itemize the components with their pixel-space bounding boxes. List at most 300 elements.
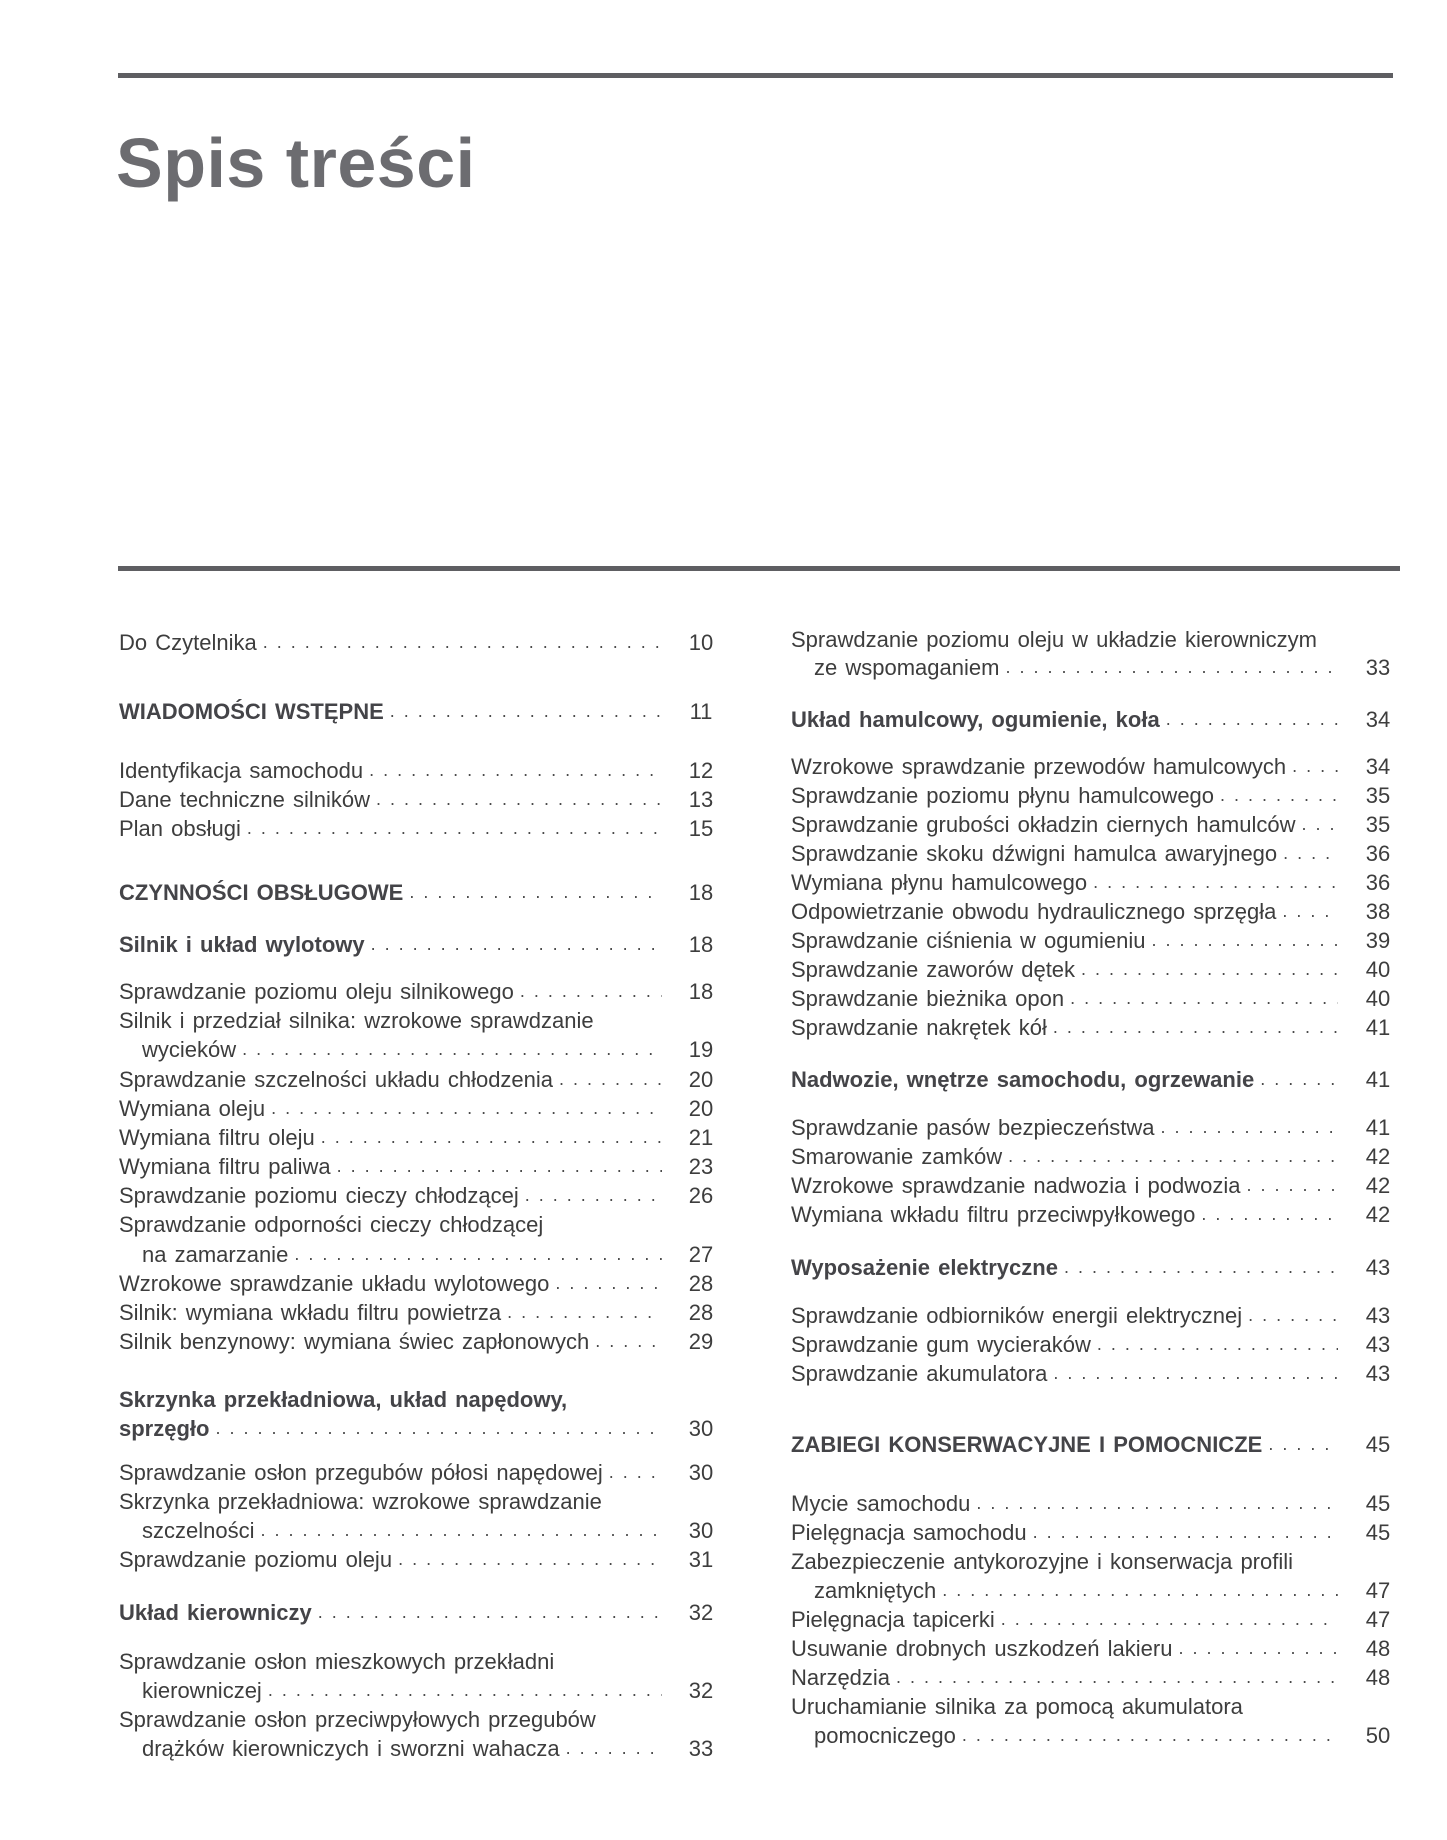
toc-entry-label: Sprawdzanie poziomu płynu hamulcowego [791,781,1220,810]
toc-entry-label: Sprawdzanie poziomu cieczy chłodzącej [119,1181,525,1210]
toc-entry [791,1489,1398,1518]
toc-entry-line [791,1200,1338,1229]
toc-entry-label: na zamarzanie [142,1240,294,1269]
dot-leader [1008,1142,1338,1171]
toc-entry [791,781,1398,810]
dot-leader [1283,839,1338,868]
toc-section-heading [791,1253,1398,1282]
dot-leader [1323,625,1338,654]
toc-entry-line [791,1634,1338,1663]
toc-entry-line [791,1065,1338,1094]
toc-entry [791,1171,1398,1200]
toc-section-heading [119,930,721,959]
dot-leader [1166,705,1338,734]
toc-entry-label: wycieków [142,1035,242,1064]
dot-leader [507,1298,662,1327]
toc-page-number: 47 [1365,1607,1391,1632]
toc-entry-line [119,1705,662,1734]
toc-page-number: 13 [688,787,714,812]
dot-leader [595,1327,662,1356]
toc-entry [791,1547,1398,1576]
toc-entry [791,1113,1398,1142]
toc-section-heading [119,878,721,907]
toc-entry-line [791,1113,1338,1142]
toc-entry [119,1035,721,1064]
toc-entry-label: Wzrokowe sprawdzanie przewodów hamulcowych [791,752,1292,781]
toc-entry-label: Identyfikacja samochodu [119,756,369,785]
toc-entry-label: Sprawdzanie osłon mieszkowych przekładni [119,1647,560,1676]
toc-entry-line [791,984,1338,1013]
toc-entry-label: Sprawdzanie gum wycieraków [791,1330,1097,1359]
toc-entry-line [119,697,662,726]
toc-entry [791,1200,1398,1229]
toc-entry-line [791,810,1338,839]
dot-leader [260,1516,662,1545]
toc-entry-label: drążków kierowniczych i sworzni wahacza [142,1734,566,1763]
toc-entry [791,868,1398,897]
toc-entry [119,1006,721,1035]
toc-page-number: 47 [1365,1578,1391,1603]
toc-page-number: 35 [1365,812,1391,837]
dot-leader [520,977,662,1006]
toc-entry-line [119,814,662,843]
toc-entry-line [119,977,662,1006]
toc-entry-label: Sprawdzanie akumulatora [791,1359,1053,1388]
toc-page-number: 20 [688,1067,714,1092]
dot-leader [1033,1518,1338,1547]
dot-leader [609,1458,662,1487]
toc-entry-line [791,1013,1338,1042]
toc-section-heading [791,1065,1398,1094]
toc-page-number: 48 [1365,1665,1391,1690]
toc-entry-line [791,1359,1338,1388]
toc-entry [791,926,1398,955]
toc-entry [119,1269,721,1298]
toc-entry [791,839,1398,868]
toc-entry-label: sprzęgło [119,1414,215,1443]
toc-page-number: 40 [1365,957,1391,982]
toc-entry-label: Plan obsługi [119,814,247,843]
dot-leader [398,1545,662,1574]
toc-entry-line [791,1692,1338,1721]
toc-entry-label: Smarowanie zamków [791,1142,1008,1171]
dot-leader [371,930,662,959]
toc-page-number: 28 [688,1271,714,1296]
dot-leader [271,1094,662,1123]
dot-leader [337,1152,662,1181]
toc-entry-label: Sprawdzanie ciśnienia w ogumieniu [791,926,1152,955]
toc-entry-label: Sprawdzanie bieżnika opon [791,984,1070,1013]
toc-entry [119,1210,721,1239]
toc-page-number: 32 [688,1678,714,1703]
dot-leader [376,785,662,814]
toc-page-number: 48 [1365,1636,1391,1661]
toc-entry-line [791,781,1338,810]
toc-entry-label: Wzrokowe sprawdzanie układu wylotowego [119,1269,555,1298]
toc-entry-line [119,1545,662,1574]
toc-entry [791,810,1398,839]
dot-leader [1152,926,1338,955]
toc-entry [791,1721,1398,1750]
toc-entry-line [142,1734,662,1763]
toc-entry-line [791,1330,1338,1359]
toc-entry-label: Sprawdzanie odporności cieczy chłodzącej [119,1210,549,1239]
dot-leader [390,697,662,726]
dot-leader [976,1489,1338,1518]
toc-page-number: 43 [1365,1255,1391,1280]
toc-entry [791,653,1398,682]
toc-page-number: 36 [1365,841,1391,866]
toc-entry-line [119,1385,662,1414]
dot-leader [1005,653,1338,682]
toc-page-number: 38 [1365,899,1391,924]
toc-page-number: 30 [688,1416,714,1441]
toc-entry-line [791,1142,1338,1171]
toc-page-number: 39 [1365,928,1391,953]
toc-entry-line [814,1576,1338,1605]
toc-entry-label: Silnik i układ wylotowy [119,930,371,959]
toc-entry-line [119,1123,662,1152]
toc-entry [791,1330,1398,1359]
toc-entry-label: ZABIEGI KONSERWACYJNE I POMOCNICZE [791,1430,1268,1459]
toc-entry [791,1605,1398,1634]
toc-entry-line [791,926,1338,955]
toc-entry [119,1516,721,1545]
dot-leader [1070,984,1338,1013]
toc-page-number: 29 [688,1329,714,1354]
toc-entry-line [791,955,1338,984]
toc-section-heading [119,1414,721,1443]
toc-page-number: 26 [688,1183,714,1208]
dot-leader [1220,781,1338,810]
toc-entry [791,625,1398,654]
toc-entry-label: Pielęgnacja tapicerki [791,1605,1001,1634]
toc-page-number: 34 [1365,754,1391,779]
toc-page-number: 28 [688,1300,714,1325]
toc-page-number: 18 [688,979,714,1004]
toc-page-number: 31 [688,1547,714,1572]
toc-entry-line [791,752,1338,781]
toc-entry [119,1676,721,1705]
toc-entry-label: Sprawdzanie osłon przeciwpyłowych przegubów [119,1705,602,1734]
dot-leader [566,1734,662,1763]
toc-entry [119,1487,721,1516]
toc-page-number: 27 [688,1242,714,1267]
toc-entry-label: Wzrokowe sprawdzanie nadwozia i podwozia [791,1171,1246,1200]
toc-left-column [119,0,724,1840]
toc-page-number: 45 [1365,1432,1391,1457]
toc-entry [119,1327,721,1356]
dot-leader [608,1487,662,1516]
dot-leader [1282,897,1338,926]
toc-entry [791,1634,1398,1663]
toc-entry-label: Pielęgnacja samochodu [791,1518,1033,1547]
toc-entry [119,785,721,814]
toc-entry-label: Układ kierowniczy [119,1598,318,1627]
dot-leader [409,878,662,907]
dot-leader [294,1240,662,1269]
toc-entry-label: Wymiana wkładu filtru przeciwpyłkowego [791,1200,1201,1229]
toc-entry-line [119,1210,662,1239]
toc-entry-line [791,1663,1338,1692]
toc-page-number: 33 [688,1736,714,1761]
toc-entry-line [791,1253,1338,1282]
toc-entry-label: Sprawdzanie osłon przegubów półosi napędowej [119,1458,609,1487]
toc-entry [119,1123,721,1152]
toc-entry-label: Sprawdzanie nakrętek kół [791,1013,1053,1042]
dot-leader [1097,1330,1338,1359]
toc-entry-line [142,1035,662,1064]
toc-page-number: 50 [1365,1723,1391,1748]
toc-entry [119,1152,721,1181]
dot-leader [1081,955,1338,984]
toc-entry-label: Sprawdzanie grubości okładzin ciernych hamulców [791,810,1301,839]
toc-page-number: 41 [1365,1015,1391,1040]
toc-entry-line [119,1006,662,1035]
toc-entry-label: Skrzynka przekładniowa, układ napędowy, [119,1385,573,1414]
toc-page-number: 18 [688,880,714,905]
dot-leader [559,1065,662,1094]
dot-leader [242,1035,662,1064]
toc-page-number: 33 [1365,655,1391,680]
toc-entry-label: Uruchamianie silnika za pomocą akumulatora [791,1692,1249,1721]
dot-leader [268,1676,662,1705]
toc-section-heading [119,697,721,726]
dot-leader [896,1663,1338,1692]
toc-entry-label: Wyposażenie elektryczne [791,1253,1064,1282]
toc-entry-line [119,878,662,907]
toc-page-number: 40 [1365,986,1391,1011]
toc-entry-label: Sprawdzanie zaworów dętek [791,955,1081,984]
toc-entry [119,1458,721,1487]
toc-section-heading [791,705,1398,734]
toc-entry [119,1647,721,1676]
toc-page-number: 45 [1365,1491,1391,1516]
dot-leader [1053,1359,1338,1388]
toc-page-number: 43 [1365,1303,1391,1328]
toc-section-heading [791,1430,1398,1459]
dot-leader [1299,1547,1338,1576]
toc-entry [119,628,721,657]
dot-leader [215,1414,662,1443]
dot-leader [1268,1430,1338,1459]
toc-entry-label: pomocniczego [814,1721,962,1750]
page-title: Spis treści [116,124,476,202]
toc-entry-line [119,1298,662,1327]
toc-entry-label: Wymiana płynu hamulcowego [791,868,1093,897]
toc-entry-line [142,1676,662,1705]
toc-entry-line [119,628,662,657]
dot-leader [318,1598,662,1627]
toc-entry-label: kierowniczej [142,1676,268,1705]
toc-entry-label: Mycie samochodu [791,1489,976,1518]
dot-leader [555,1269,662,1298]
toc-page-number: 10 [688,630,714,655]
toc-entry-line [119,1647,662,1676]
toc-entry-label: Sprawdzanie poziomu oleju silnikowego [119,977,520,1006]
toc-page-number: 19 [688,1037,714,1062]
toc-entry [791,1301,1398,1330]
dot-leader [962,1721,1338,1750]
toc-entry-label: Odpowietrzanie obwodu hydraulicznego sprzęgła [791,897,1282,926]
dot-leader [1161,1113,1338,1142]
toc-entry-line [119,1269,662,1298]
toc-page-number: 36 [1365,870,1391,895]
toc-entry [119,1240,721,1269]
dot-leader [1178,1634,1338,1663]
dot-leader [1093,868,1338,897]
toc-entry-line [791,625,1338,654]
toc-entry-label: szczelności [142,1516,260,1545]
toc-entry-label: Skrzynka przekładniowa: wzrokowe sprawdzanie [119,1487,608,1516]
toc-entry-label: Sprawdzanie pasów bezpieczeństwa [791,1113,1161,1142]
toc-entry-line [119,756,662,785]
toc-entry-line [791,1518,1338,1547]
toc-entry [791,752,1398,781]
toc-entry-line [791,1301,1338,1330]
toc-entry [791,1518,1398,1547]
toc-entry [119,1705,721,1734]
toc-entry-line [791,1489,1338,1518]
toc-page-number: 34 [1365,707,1391,732]
dot-leader [1292,752,1338,781]
dot-leader [1201,1200,1338,1229]
toc-entry [119,814,721,843]
toc-section-heading [119,1598,721,1627]
toc-page-number: 42 [1365,1173,1391,1198]
toc-page-number: 42 [1365,1202,1391,1227]
toc-entry-label: Narzędzia [791,1663,896,1692]
toc-entry [119,977,721,1006]
toc-entry-label: WIADOMOŚCI WSTĘPNE [119,697,390,726]
toc-entry-line [119,1458,662,1487]
toc-page-number: 30 [688,1518,714,1543]
toc-entry-label: Sprawdzanie poziomu oleju [119,1545,398,1574]
toc-entry-label: Sprawdzanie odbiorników energii elektrycznej [791,1301,1248,1330]
toc-entry-line [791,839,1338,868]
toc-entry-line [119,1152,662,1181]
toc-entry [791,1692,1398,1721]
dot-leader [573,1385,662,1414]
toc-entry [119,1298,721,1327]
dot-leader [263,628,662,657]
toc-entry-label: ze wspomaganiem [814,653,1005,682]
toc-entry-label: Usuwanie drobnych uszkodzeń lakieru [791,1634,1178,1663]
toc-page-number: 12 [688,758,714,783]
dot-leader [525,1181,662,1210]
dot-leader [1301,810,1338,839]
toc-page-number: 20 [688,1096,714,1121]
toc-page-number: 18 [688,932,714,957]
toc-entry [791,955,1398,984]
toc-entry-label: Zabezpieczenie antykorozyjne i konserwacja profili [791,1547,1299,1576]
toc-right-column [791,0,1401,1840]
toc-page-number: 42 [1365,1144,1391,1169]
toc-page-number: 11 [689,699,713,724]
toc-entry-label: Wymiana oleju [119,1094,271,1123]
toc-entry [119,1094,721,1123]
toc-entry [791,1576,1398,1605]
toc-entry [791,1663,1398,1692]
toc-page-number: 45 [1365,1520,1391,1545]
toc-entry-label: Sprawdzanie skoku dźwigni hamulca awaryjnego [791,839,1283,868]
toc-entry-label: Silnik benzynowy: wymiana świec zapłonowych [119,1327,595,1356]
toc-entry-line [791,1547,1338,1576]
toc-entry-line [119,1065,662,1094]
dot-leader [1064,1253,1338,1282]
toc-entry-line [791,1171,1338,1200]
toc-entry-label: Sprawdzanie szczelności układu chłodzenia [119,1065,559,1094]
dot-leader [560,1647,662,1676]
toc-entry-label: Silnik: wymiana wkładu filtru powietrza [119,1298,507,1327]
dot-leader [942,1576,1338,1605]
toc-entry-line [119,930,662,959]
toc-page-number: 32 [688,1600,714,1625]
dot-leader [247,814,662,843]
toc-page-number: 21 [688,1125,714,1150]
toc-entry-label: Wymiana filtru oleju [119,1123,321,1152]
toc-entry-line [119,1598,662,1627]
toc-entry [791,1142,1398,1171]
toc-entry [791,1359,1398,1388]
toc-section-heading [119,1385,721,1414]
toc-entry [119,1065,721,1094]
dot-leader [602,1705,662,1734]
toc-entry-line [814,1721,1338,1750]
toc-page-number: 41 [1365,1067,1391,1092]
toc-entry-label: zamkniętych [814,1576,942,1605]
toc-page-number: 23 [688,1154,714,1179]
toc-entry-line [119,1327,662,1356]
toc-entry-label: CZYNNOŚCI OBSŁUGOWE [119,878,409,907]
toc-entry-label: Do Czytelnika [119,628,263,657]
toc-entry [119,1545,721,1574]
toc-entry-line [142,1240,662,1269]
toc-entry [119,1734,721,1763]
toc-entry-line [119,785,662,814]
toc-entry-label: Nadwozie, wnętrze samochodu, ogrzewanie [791,1065,1260,1094]
toc-entry-line [791,1430,1338,1459]
toc-entry-line [119,1094,662,1123]
toc-page-number: 43 [1365,1332,1391,1357]
toc-entry-line [119,1487,662,1516]
toc-entry [791,984,1398,1013]
toc-entry [791,897,1398,926]
dot-leader [1248,1301,1338,1330]
toc-page-number: 43 [1365,1361,1391,1386]
dot-leader [600,1006,662,1035]
toc-entry-line [119,1414,662,1443]
toc-entry-line [814,653,1338,682]
dot-leader [369,756,662,785]
toc-entry [119,1181,721,1210]
toc-entry-line [791,868,1338,897]
toc-entry [791,1013,1398,1042]
toc-entry-label: Układ hamulcowy, ogumienie, koła [791,705,1166,734]
toc-entry-line [119,1181,662,1210]
toc-entry-label: Silnik i przedział silnika: wzrokowe sprawdzanie [119,1006,600,1035]
dot-leader [1249,1692,1338,1721]
toc-entry-label: Sprawdzanie poziomu oleju w układzie kierowniczym [791,625,1323,654]
toc-page-number: 35 [1365,783,1391,808]
toc-entry-label: Wymiana filtru paliwa [119,1152,337,1181]
toc-entry-line [791,1605,1338,1634]
toc-entry-line [791,705,1338,734]
toc-entry-line [142,1516,662,1545]
dot-leader [1001,1605,1338,1634]
toc-entry [119,756,721,785]
toc-page-number: 15 [688,816,714,841]
